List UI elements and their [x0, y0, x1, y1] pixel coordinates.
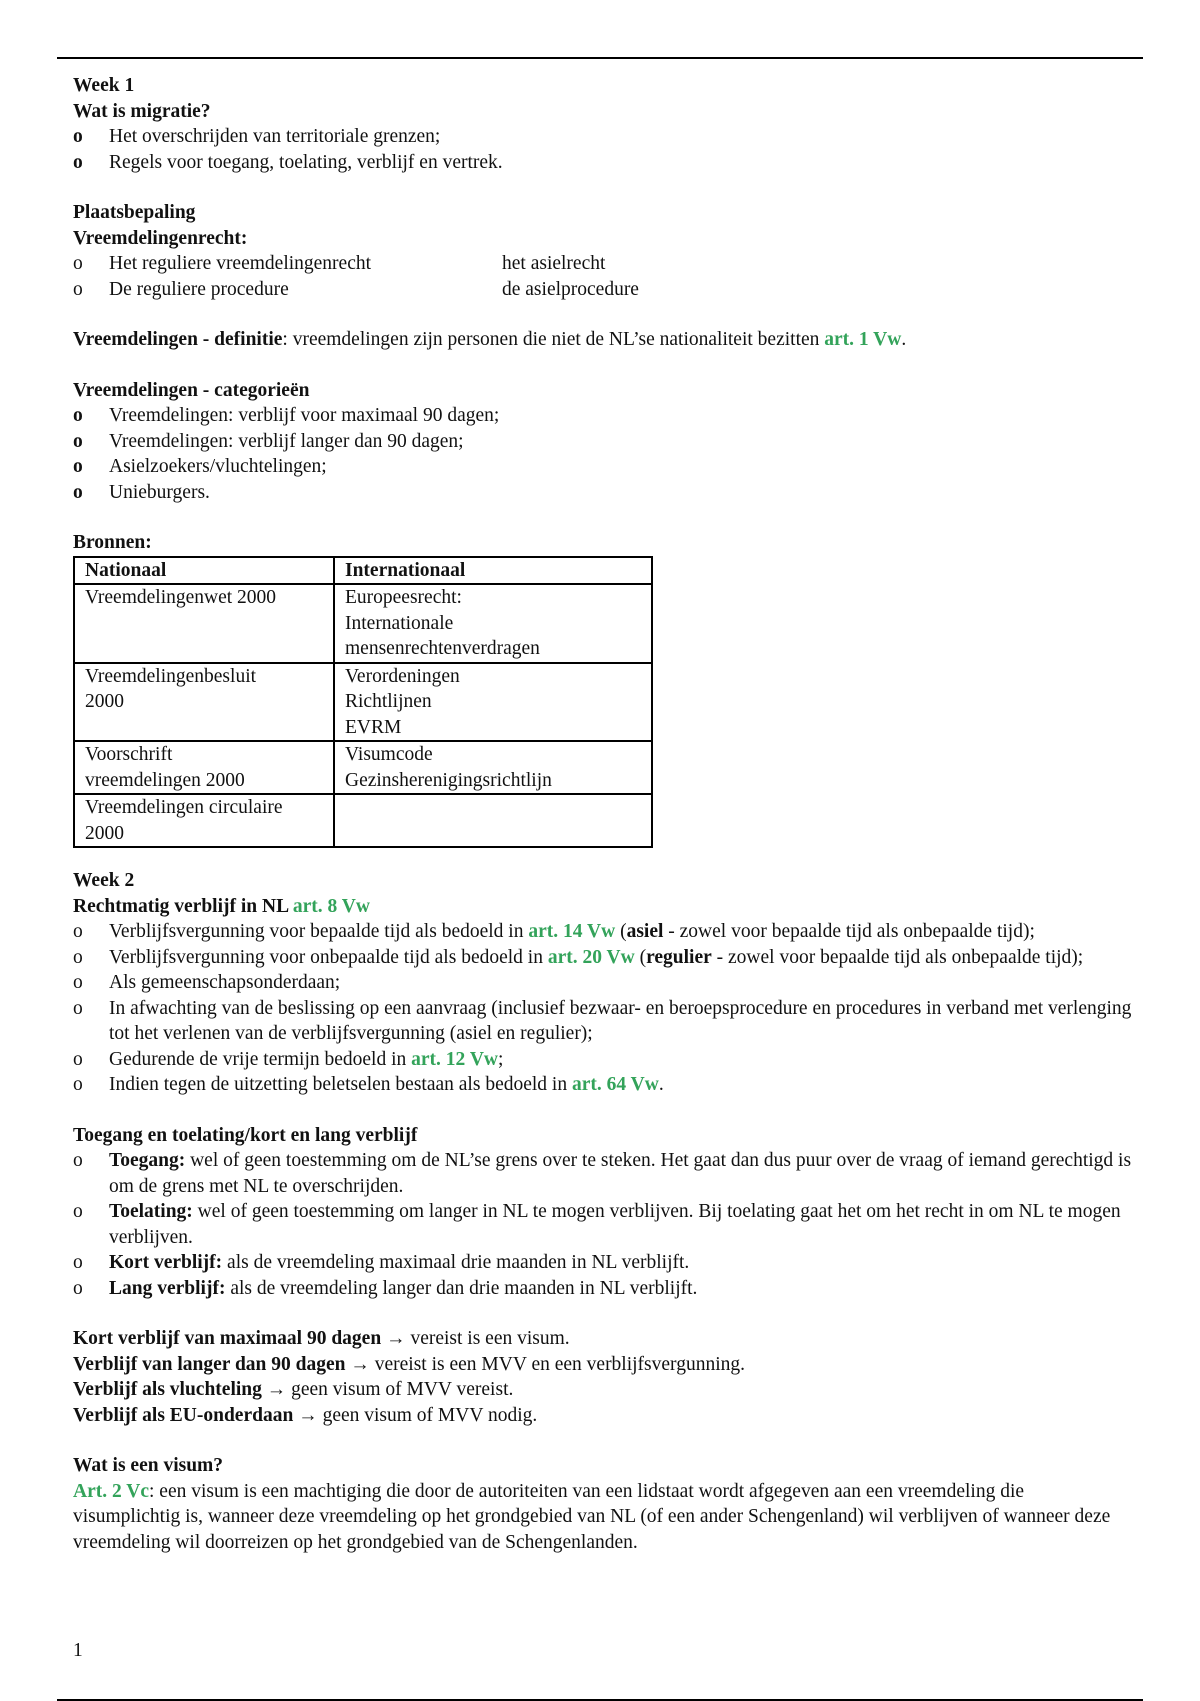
list-item-text: Verblijfsvergunning voor bepaalde tijd als bedoeld in	[109, 921, 529, 942]
list-item-text: Als gemeenschapsonderdaan;	[109, 972, 341, 993]
cell-line: Internationale	[345, 612, 454, 634]
bullet: o	[73, 1048, 83, 1070]
rechtmatig-list	[73, 919, 1133, 1098]
bronnen-heading: Bronnen:	[73, 532, 152, 553]
list-item-text: wel of geen toestemming om langer in NL te mogen verblijven. Bij toelating gaat het om het recht in om NL te mogen verblijven.	[109, 1201, 1121, 1248]
emphasis: asiel	[626, 921, 664, 942]
list-item-text: Verblijfsvergunning voor onbepaalde tijd als bedoeld in	[109, 946, 548, 968]
list-item-text: - zowel voor bepaalde tijd als onbepaalde tijd);	[711, 946, 1084, 968]
list-item	[73, 919, 1133, 945]
plaatsbepaling-heading: Plaatsbepaling	[73, 202, 196, 223]
list-item	[73, 251, 1133, 277]
table-header-row	[74, 557, 652, 585]
list-item	[73, 1250, 1133, 1276]
term: Lang verblijf:	[109, 1277, 226, 1299]
list-item	[73, 454, 1133, 480]
cell-line: Voorschrift	[85, 744, 173, 765]
plaatsbepaling-list	[73, 251, 1133, 302]
asiel-cell: de asielprocedure	[502, 278, 639, 300]
toegang-list	[73, 1148, 1133, 1301]
migratie-list	[73, 124, 1133, 175]
cell-line: Visumcode	[345, 744, 433, 765]
cell-line: Vreemdelingenwet 2000	[85, 587, 277, 608]
list-item	[73, 1199, 1133, 1250]
list-item	[73, 480, 1133, 506]
list-item	[73, 945, 1133, 971]
punctuation: ;	[498, 1048, 504, 1070]
list-item-text: Gedurende de vrije termijn bedoeld in	[109, 1048, 412, 1070]
table-cell	[74, 794, 334, 847]
punctuation: .	[658, 1074, 664, 1095]
article-reference: art. 14 Vw	[528, 921, 616, 942]
column-header-nationaal: Nationaal	[74, 557, 334, 585]
definitie-text: : vreemdelingen zijn personen die niet de NL’se nationaliteit bezitten	[282, 329, 825, 350]
bullet: o	[73, 1150, 83, 1171]
toegang-heading: Toegang en toelating/kort en lang verblijf	[73, 1124, 418, 1146]
cell-line: 2000	[85, 691, 124, 712]
cell-line: Gezinsherenigingsrichtlijn	[345, 769, 552, 791]
bullet: o	[73, 1201, 83, 1222]
bullet: o	[73, 1074, 83, 1095]
verblijf-row	[73, 1326, 1133, 1352]
bullet: o	[73, 946, 83, 968]
list-item-text: Asielzoekers/vluchtelingen;	[109, 456, 327, 477]
verblijf-requirement: vereist is een MVV en een verblijfsvergunning.	[369, 1353, 745, 1375]
list-item	[73, 1276, 1133, 1302]
bronnen-table	[73, 556, 653, 849]
article-reference: art. 8 Vw	[292, 895, 370, 917]
table-cell	[74, 584, 334, 663]
table-row	[74, 794, 652, 847]
list-item	[73, 150, 1133, 176]
week1-title: Week 1	[73, 75, 135, 96]
definitie-label: Vreemdelingen - definitie	[73, 329, 283, 350]
verblijf-requirement: geen visum of MVV vereist.	[286, 1379, 514, 1400]
column-header-internationaal: Internationaal	[334, 557, 652, 585]
term: Toelating:	[109, 1201, 193, 1222]
list-item-text: (	[634, 946, 647, 968]
definitie-paragraph	[73, 327, 1133, 353]
cell-line: mensenrechtenverdragen	[345, 638, 540, 659]
page-number: 1	[73, 1640, 83, 1661]
verblijf-row	[73, 1403, 1133, 1429]
list-item-text: als de vreemdeling langer dan drie maanden in NL verblijft.	[225, 1277, 698, 1299]
visum-definition: : een visum is een machtiging die door de autoriteiten van een lidstaat wordt afgegeven aan een vreemdeling die visumplichtig is, wanneer deze vreemdeling op het grondgebied van NL (of een ander Schengenland) wil verblijven of wanneer deze vreemdeling wil doorreizen op het grondgebied van de Schengenlanden.	[73, 1480, 1111, 1553]
rechtmatig-heading-text: Rechtmatig verblijf in NL	[73, 895, 293, 917]
list-item	[73, 429, 1133, 455]
week2-title: Week 2	[73, 870, 135, 891]
list-item	[73, 124, 1133, 150]
arrow-right-icon: →	[350, 1353, 370, 1375]
verblijf-block	[73, 1326, 1133, 1428]
article-reference: art. 12 Vw	[411, 1048, 498, 1070]
cell-line: vreemdelingen 2000	[85, 769, 245, 791]
header-rule	[57, 57, 1143, 59]
regulier-cell: De reguliere procedure	[109, 278, 289, 300]
list-item	[73, 1148, 1133, 1199]
table-row	[74, 584, 652, 663]
categorieen-list	[73, 403, 1133, 505]
article-reference: art. 20 Vw	[547, 946, 635, 968]
list-item-text: Unieburgers.	[109, 481, 210, 503]
verblijf-requirement: geen visum of MVV nodig.	[317, 1404, 538, 1426]
table-row	[74, 663, 652, 742]
list-item-text: In afwachting van de beslissing op een aanvraag (inclusief bezwaar- en beroepsprocedure en procedures in verband met verlenging tot het verlenen van de verblijfsvergunning (asiel en regulier);	[109, 997, 1132, 1044]
vreemdelingenrecht-subheading: Vreemdelingenrecht:	[73, 227, 248, 249]
list-item	[73, 277, 1133, 303]
list-item-text: (	[615, 921, 627, 942]
cell-line: Europeesrecht:	[345, 587, 462, 608]
arrow-right-icon: →	[266, 1379, 287, 1400]
list-item-text: Regels voor toegang, toelating, verblijf en vertrek.	[109, 151, 503, 173]
table-cell	[74, 663, 334, 742]
list-item	[73, 996, 1133, 1047]
punctuation: .	[901, 329, 907, 350]
cell-line: Vreemdelingen circulaire	[85, 797, 283, 818]
article-reference: art. 64 Vw	[571, 1074, 659, 1095]
cell-line: Vreemdelingenbesluit	[85, 665, 257, 687]
verblijf-type: Verblijf als EU-onderdaan	[73, 1404, 294, 1426]
arrow-right-icon: →	[386, 1328, 406, 1349]
bullet: o	[73, 997, 83, 1019]
list-item	[73, 1072, 1133, 1098]
list-item-text: - zowel voor bepaalde tijd als onbepaalde tijd);	[663, 921, 1035, 942]
list-item	[73, 403, 1133, 429]
bullet: o	[73, 126, 83, 147]
article-reference: Art. 2 Vc	[73, 1480, 149, 1502]
term: Kort verblijf:	[109, 1252, 223, 1273]
cell-line: EVRM	[345, 716, 402, 738]
table-cell-empty	[334, 794, 652, 847]
visum-paragraph	[73, 1479, 1133, 1556]
asiel-cell: het asielrecht	[502, 253, 606, 274]
verblijf-type: Kort verblijf van maximaal 90 dagen	[73, 1328, 382, 1349]
table-cell	[334, 741, 652, 794]
cell-line: Richtlijnen	[345, 691, 432, 712]
bullet: o	[73, 456, 83, 477]
verblijf-type: Verblijf als vluchteling	[73, 1379, 262, 1400]
bullet: o	[73, 405, 83, 426]
regulier-cell: Het reguliere vreemdelingenrecht	[109, 253, 372, 274]
list-item-text: Indien tegen de uitzetting beletselen bestaan als bedoeld in	[109, 1074, 572, 1095]
verblijf-requirement: vereist is een visum.	[405, 1328, 570, 1349]
migratie-heading: Wat is migratie?	[73, 100, 211, 122]
list-item	[73, 1047, 1133, 1073]
document-page	[73, 73, 1133, 1555]
bullet: o	[73, 1252, 83, 1273]
verblijf-row	[73, 1377, 1133, 1403]
list-item-text: wel of geen toestemming om de NL’se grens over te steken. Het gaat dan dus puur over de vraag of iemand gerechtigd is om de grens met NL te overschrijden.	[109, 1150, 1132, 1197]
article-reference: art. 1 Vw	[824, 329, 902, 350]
term: Toegang:	[109, 1150, 186, 1171]
bullet: o	[73, 481, 83, 503]
bullet: o	[73, 253, 83, 274]
emphasis: regulier	[646, 946, 712, 968]
bullet: o	[73, 430, 83, 452]
verblijf-row	[73, 1352, 1133, 1378]
bullet: o	[73, 972, 83, 993]
cell-line: 2000	[85, 822, 124, 844]
table-cell	[334, 663, 652, 742]
rechtmatig-heading	[73, 894, 1133, 920]
list-item-text: Het overschrijden van territoriale grenzen;	[109, 126, 441, 147]
bullet: o	[73, 1277, 83, 1299]
arrow-right-icon: →	[298, 1404, 318, 1426]
bullet: o	[73, 278, 83, 300]
cell-line: Verordeningen	[345, 665, 460, 687]
table-cell	[334, 584, 652, 663]
list-item-text: Vreemdelingen: verblijf langer dan 90 dagen;	[109, 430, 464, 452]
list-item	[73, 970, 1133, 996]
list-item-text: Vreemdelingen: verblijf voor maximaal 90 dagen;	[109, 405, 500, 426]
table-row	[74, 741, 652, 794]
verblijf-type: Verblijf van langer dan 90 dagen	[73, 1353, 346, 1375]
table-cell	[74, 741, 334, 794]
visum-heading: Wat is een visum?	[73, 1455, 224, 1476]
bullet: o	[73, 151, 83, 173]
list-item-text: als de vreemdeling maximaal drie maanden in NL verblijft.	[222, 1252, 690, 1273]
bullet: o	[73, 921, 83, 942]
categorieen-heading: Vreemdelingen - categorieën	[73, 379, 310, 401]
